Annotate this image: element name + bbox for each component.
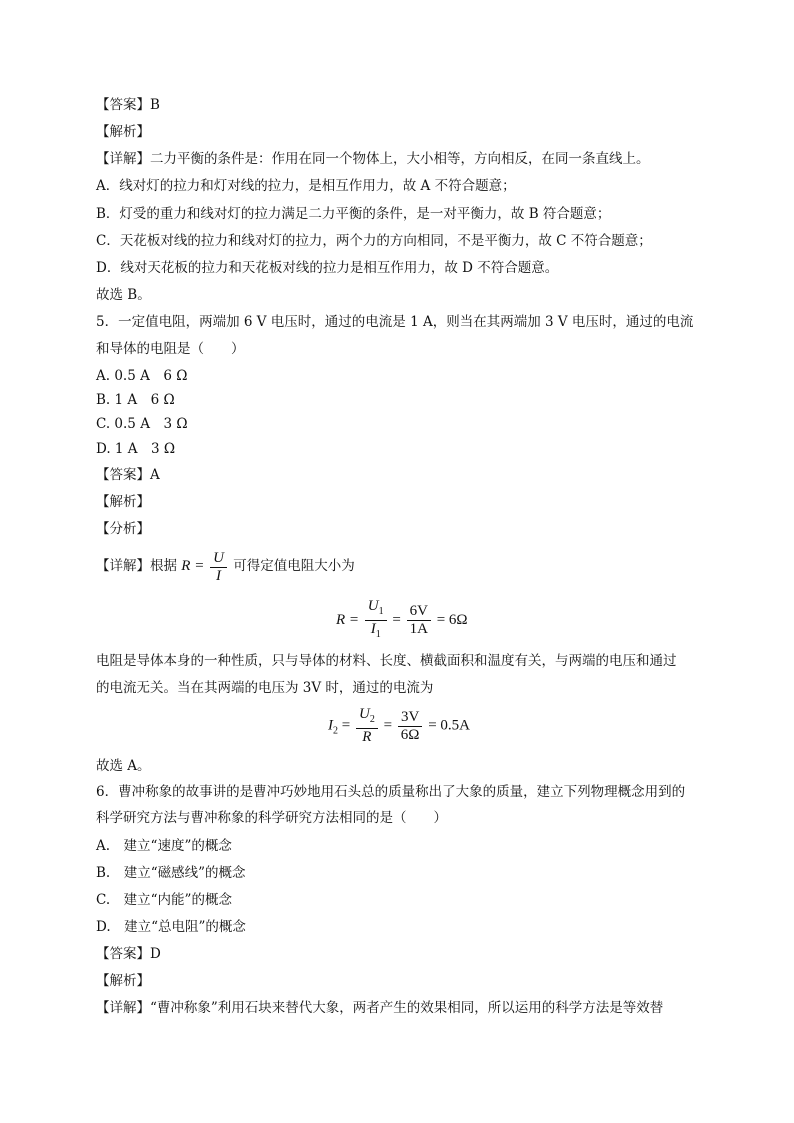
q5-detail-pre: 【详解】根据 bbox=[96, 558, 177, 574]
q4-detail: 【详解】二力平衡的条件是：作用在同一个物体上，大小相等，方向相反，在同一条直线上。 bbox=[96, 151, 650, 167]
q5-fenxi-label: 【分析】 bbox=[96, 521, 150, 537]
q6-answer: 【答案】D bbox=[96, 946, 161, 962]
q5-analysis-label: 【解析】 bbox=[96, 494, 150, 510]
q6-option-b: B. 建立“磁感线”的概念 bbox=[96, 865, 246, 881]
q6-option-a: A. 建立“速度”的概念 bbox=[96, 838, 232, 854]
q4-option-b-explanation: B．灯受的重力和线对灯的拉力满足二力平衡的条件，是一对平衡力，故 B 符合题意； bbox=[96, 206, 611, 222]
q5-detail-post: 可得定值电阻大小为 bbox=[233, 558, 355, 574]
q5-paragraph-line2: 的电流无关。当在其两端的电压为 3V 时，通过的电流为 bbox=[96, 680, 434, 696]
q4-option-c-explanation: C．天花板对线的拉力和线对灯的拉力，两个力的方向相同，不是平衡力，故 C 不符合题意； bbox=[96, 233, 652, 249]
q6-option-c: C. 建立“内能”的概念 bbox=[96, 892, 232, 908]
q5-option-a: A. 0.5 A 6 Ω bbox=[96, 368, 188, 384]
ohm-law-inline-formula: R = $\frac{U}{I}$ bbox=[181, 548, 229, 584]
q5-choose: 故选 A。 bbox=[96, 758, 151, 774]
q4-analysis-label: 【解析】 bbox=[96, 124, 150, 140]
q5-stem-line1: 5．一定值电阻，两端加 6 V 电压时，通过的电流是 1 A，则当在其两端加 3 V 电压时，通过的电流 bbox=[96, 314, 694, 330]
q6-stem-line1: 6．曹冲称象的故事讲的是曹冲巧妙地用石头总的质量称出了大象的质量，建立下列物理概念用到的 bbox=[96, 784, 686, 800]
q6-option-d: D. 建立“总电阻”的概念 bbox=[96, 919, 246, 935]
q5-answer: 【答案】A bbox=[96, 467, 160, 483]
q5-detail-line bbox=[96, 548, 355, 585]
q6-detail: 【详解】“曹冲称象”利用石块来替代大象，两者产生的效果相同，所以运用的科学方法是等效替 bbox=[96, 1000, 664, 1016]
q4-option-d-explanation: D．线对天花板的拉力和天花板对线的拉力是相互作用力，故 D 不符合题意。 bbox=[96, 260, 559, 276]
q6-stem-line2: 科学研究方法与曹冲称象的科学研究方法相同的是（ ） bbox=[96, 810, 447, 826]
current-formula: $I_2$ = $\frac{U_2}{R}$ = $\frac{3V}{6\Omega}$ = 0.5A bbox=[328, 706, 470, 745]
q5-paragraph-line1: 电阻是导体本身的一种性质，只与导体的材料、长度、横截面积和温度有关，与两端的电压和通过 bbox=[96, 653, 677, 669]
q6-analysis-label: 【解析】 bbox=[96, 973, 150, 989]
q4-answer: 【答案】B bbox=[96, 97, 160, 113]
q5-option-c: C. 0.5 A 3 Ω bbox=[96, 416, 188, 432]
q5-option-b: B. 1 A 6 Ω bbox=[96, 392, 175, 408]
q4-choose: 故选 B。 bbox=[96, 287, 151, 303]
q5-option-d: D. 1 A 3 Ω bbox=[96, 441, 176, 457]
resistance-formula: R = $\frac{U_1}{I_1}$ = $\frac{6V}{1A}$ = 6Ω bbox=[336, 598, 468, 640]
q5-stem-line2: 和导体的电阻是（ ） bbox=[96, 341, 245, 357]
q4-option-a-explanation: A．线对灯的拉力和灯对线的拉力，是相互作用力，故 A 不符合题意； bbox=[96, 178, 516, 194]
